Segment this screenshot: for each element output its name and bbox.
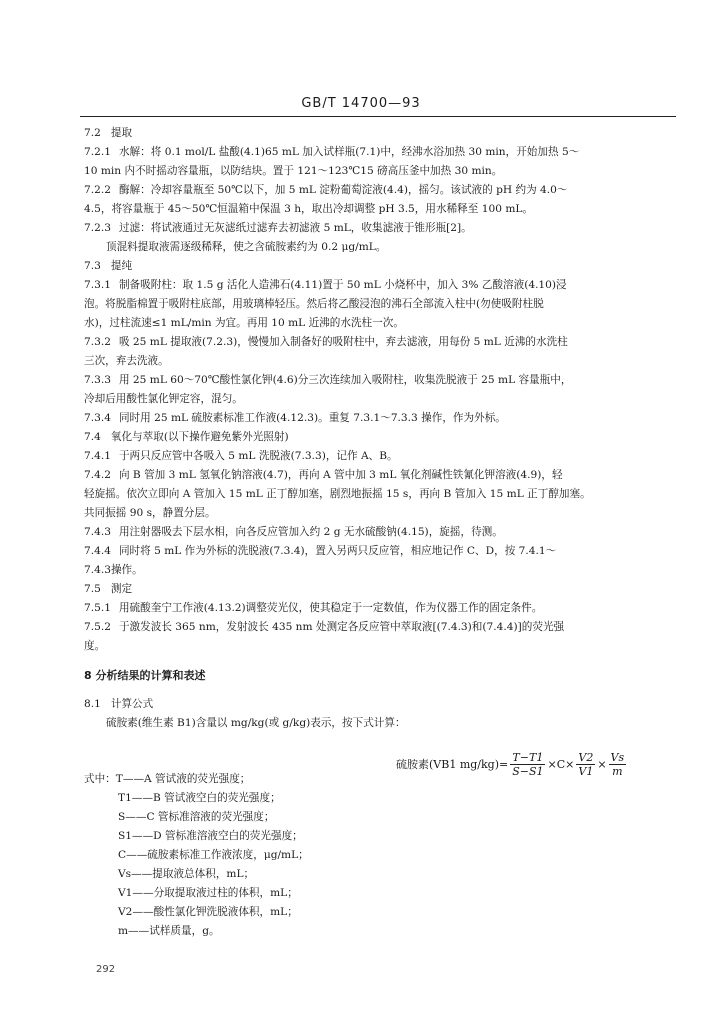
- line-text: 泡。将脱脂棉置于吸附柱底部，用玻璃棒轻压。然后将乙酸浸泡的沸石全部流入柱中(勿使吸附柱脱: [84, 298, 544, 310]
- paragraph-line: [84, 238, 676, 257]
- header-rule: [80, 116, 676, 117]
- clause-number: 7.2.1: [84, 146, 111, 158]
- paragraph-line: [84, 618, 676, 637]
- line-text: 水)，过柱流速≤1 mL/min 为宜。再用 10 mL 近沸的水洗柱一次。: [84, 317, 404, 329]
- formula-lhs: 硫胺素(VB1 mg/kg)=: [396, 758, 509, 771]
- line-text: 同时将 5 mL 作为外标的洗脱液(7.3.4)，置入另两只反应管，相应地记作 C、D，按 7.4.1～: [118, 545, 557, 557]
- line-text: 度。: [84, 640, 106, 652]
- legend-items: [84, 789, 676, 941]
- formula-frac3-denominator: m: [612, 764, 623, 778]
- paragraph-line: [84, 200, 676, 219]
- subsection-8-1: [84, 695, 676, 714]
- paragraph-line: [84, 143, 676, 162]
- line-text: 共同振摇 90 s，静置分层。: [84, 507, 216, 519]
- paragraph-line: [84, 504, 676, 523]
- section-title: 提纯: [110, 260, 133, 272]
- line-text: 冷却后用酸性氯化钾定容，混匀。: [84, 393, 243, 405]
- section-title: 氧化与萃取(以下操作避免紫外光照射): [110, 431, 289, 443]
- subsection-number: 8.1: [84, 698, 101, 710]
- paragraph-line: [84, 599, 676, 618]
- line-text: 轻旋摇。依次立即向 A 管加入 15 mL 正丁醇加塞，剧烈地振摇 15 s，再向 B 管加入 15 mL 正丁醇加塞。: [84, 488, 591, 500]
- paragraph-line: [84, 352, 676, 371]
- legend-item: V1——分取提取液过柱的体积，mL；: [118, 887, 298, 899]
- section-heading: [84, 580, 676, 599]
- paragraph-line: [84, 371, 676, 390]
- clause-number: 7.2.3: [84, 222, 111, 234]
- paragraph-line: [84, 485, 676, 504]
- paragraph-line: [84, 333, 676, 352]
- paragraph-line: [84, 542, 676, 561]
- line-text: 用硫酸奎宁工作液(4.13.2)调整荧光仪，使其稳定于一定数值，作为仪器工作的固定条件。: [118, 602, 543, 614]
- line-text: 10 min 内不时摇动容量瓶，以防结块。置于 121～123℃15 磅高压釜中加热 30 min。: [84, 165, 503, 177]
- section-8-heading: 8 分析结果的计算和表述: [84, 669, 206, 682]
- legend-item: C——硫胺素标准工作液浓度，μg/mL；: [118, 849, 309, 861]
- clause-number: 7.3.3: [84, 374, 111, 386]
- section-title: 提取: [110, 127, 133, 139]
- section-number: 7.2: [84, 127, 101, 139]
- document-body: [84, 124, 676, 733]
- formula-times: ×: [597, 757, 607, 771]
- paragraph-line: [84, 409, 676, 428]
- section-number: 7.3: [84, 260, 101, 272]
- formula-frac1-denominator: S−S1: [512, 764, 544, 778]
- line-text: 用注射器吸去下层水相，向各反应管加入约 2 g 无水硫酸钠(4.15)，旋摇，待测。: [118, 526, 503, 538]
- legend-item: T1——B 管试液空白的荧光强度；: [118, 792, 281, 804]
- paragraph-line: [84, 181, 676, 200]
- legend-item: S——C 管标准溶液的荧光强度；: [118, 811, 275, 823]
- clause-number: 7.3.1: [84, 279, 111, 291]
- section-heading: [84, 124, 676, 143]
- line-text: 4.5，将容量瓶于 45～50℃恒温箱中保温 3 h，取出冷却调整 pH 3.5，用水稀释至 100 mL。: [84, 203, 533, 215]
- paragraph-line: [84, 390, 676, 409]
- paragraph-line: [84, 162, 676, 181]
- clause-number: 7.4.3: [84, 526, 111, 538]
- section-heading: [84, 428, 676, 447]
- section-title: 测定: [110, 583, 133, 595]
- section-number: 7.4: [84, 431, 101, 443]
- paragraph-line: [84, 295, 676, 314]
- paragraph-line: [84, 219, 676, 238]
- legend-item: Vs——提取液总体积，mL；: [118, 868, 255, 880]
- formula-frac3-numerator: Vs: [610, 750, 625, 764]
- clause-number: 7.4.1: [84, 450, 111, 462]
- formula-frac2-numerator: V2: [578, 750, 594, 764]
- paragraph-line: [84, 447, 676, 466]
- paragraph-line: [84, 523, 676, 542]
- clause-number: 7.5.2: [84, 621, 111, 633]
- line-text: 顶混料提取液需逐级稀释，使之含硫胺素约为 0.2 μg/mL。: [106, 241, 387, 253]
- line-text: 吸 25 mL 提取液(7.2.3)，慢慢加入制备好的吸附柱中，弃去滤液，用每份 5 mL 近沸的水洗柱: [118, 336, 568, 348]
- line-text: 三次，弃去洗液。: [84, 355, 169, 367]
- formula-legend: [84, 770, 676, 941]
- section-heading: [84, 257, 676, 276]
- clause-number: 7.2.2: [84, 184, 111, 196]
- legend-item: m——试样质量，g。: [118, 925, 220, 937]
- line-text: 用 25 mL 60～70℃酸性氯化钾(4.6)分三次连续加入吸附柱，收集洗脱液于 25 mL 容量瓶中，: [118, 374, 572, 386]
- line-text: 同时用 25 mL 硫胺素标准工作液(4.12.3)。重复 7.3.1～7.3.3 操作，作为外标。: [118, 412, 506, 424]
- subsection-title: 计算公式: [110, 698, 154, 710]
- line-text: 于激发波长 365 nm，发射波长 435 nm 处测定各反应管中萃取液[(7.4.3)和(7.4.4)]的荧光强: [118, 621, 565, 633]
- formula-frac1-numerator: T−T1: [512, 750, 544, 764]
- section-number: 7.5: [84, 583, 101, 595]
- standard-number-header: GB/T 14700—93: [301, 96, 421, 111]
- section-gap: [84, 685, 676, 695]
- line-text: 制备吸附柱：取 1.5 g 活化人造沸石(4.11)置于 50 mL 小烧杯中，加入 3% 乙酸溶液(4.10)浸: [118, 279, 567, 291]
- legend-intro: 式中：T——A 管试液的荧光强度；: [84, 773, 251, 785]
- line-text: 过滤：将试液通过无灰滤纸过滤弃去初滤液 5 mL，收集滤液于锥形瓶[2]。: [118, 222, 472, 234]
- paragraph-line: [84, 276, 676, 295]
- formula-mid: ×C×: [547, 757, 575, 771]
- formula-frac2-denominator: V1: [578, 764, 594, 778]
- clause-number: 7.4.4: [84, 545, 111, 557]
- clause-number: 7.5.1: [84, 602, 111, 614]
- line-text: 水解：将 0.1 mol/L 盐酸(4.1)65 mL 加入试样瓶(7.1)中，经沸水浴加热 30 min，开始加热 5～: [118, 146, 580, 158]
- paragraph-line: [84, 637, 676, 656]
- clause-number: 7.3.4: [84, 412, 111, 424]
- clause-number: 7.4.2: [84, 469, 111, 481]
- paragraph-line: [84, 561, 676, 580]
- line-text: 7.4.3操作。: [84, 564, 143, 576]
- line-text: 酶解：冷却容量瓶至 50℃以下，加 5 mL 淀粉葡萄淀液(4.4)，摇匀。该试液的 pH 约为 4.0～: [118, 184, 568, 196]
- clause-number: 7.3.2: [84, 336, 111, 348]
- formula-intro: 硫胺素(维生素 B1)含量以 mg/kg(或 g/kg)表示，按下式计算：: [106, 717, 406, 729]
- section-gap: [84, 656, 676, 666]
- paragraph-line: [84, 466, 676, 485]
- page-number: 292: [96, 964, 116, 975]
- line-text: 向 B 管加 3 mL 氢氧化钠溶液(4.7)，再向 A 管中加 3 mL 氧化剂碱性铁氰化钾溶液(4.9)，轻: [118, 469, 563, 481]
- paragraph-line: [84, 314, 676, 333]
- legend-item: S1——D 管标准溶液空白的荧光强度；: [118, 830, 303, 842]
- legend-item: V2——酸性氯化钾洗脱液体积，mL；: [118, 906, 298, 918]
- line-text: 于两只反应管中各吸入 5 mL 洗脱液(7.3.3)，记作 A、B。: [118, 450, 398, 462]
